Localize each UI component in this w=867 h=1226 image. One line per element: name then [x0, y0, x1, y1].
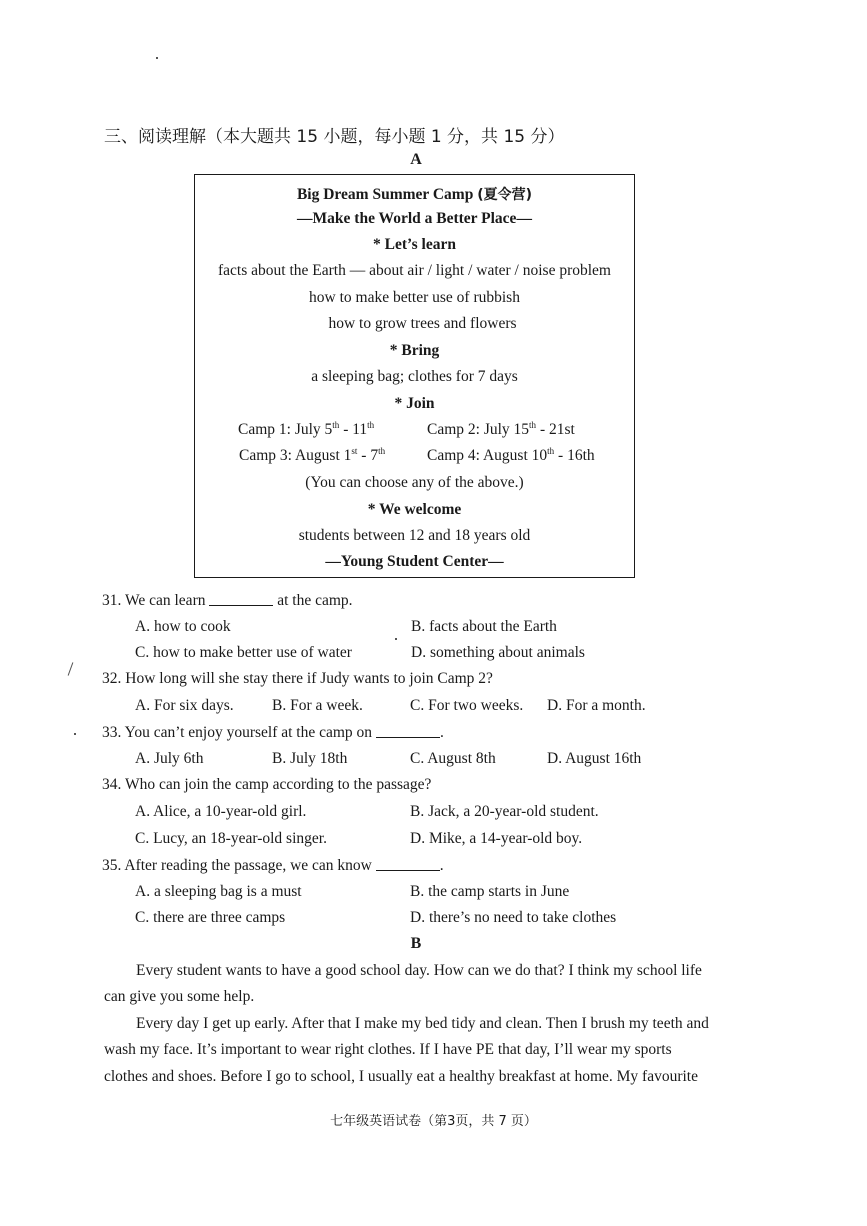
date-suffix: th	[332, 420, 340, 430]
option-d: D. For a month.	[547, 697, 646, 714]
passage-b-line: clothes and shoes. Before I go to school, I usually eat a healthy breakfast at home. My favourite	[104, 1068, 698, 1085]
question-33	[102, 723, 444, 742]
answer-blank	[376, 856, 440, 871]
question-34: 34. Who can join the camp according to the passage?	[102, 776, 432, 793]
camp-date-text: - 11	[339, 421, 368, 438]
camp-date-text: Camp 2: July 15	[427, 421, 530, 438]
question-stem: 31. We can learn	[102, 592, 210, 609]
camp-title-zh: (夏令营)	[477, 187, 533, 203]
learn-item: facts about the Earth — about air / light / water / noise problem	[218, 262, 611, 279]
join-heading: * Join	[394, 395, 435, 412]
camp-title	[195, 184, 634, 204]
camp-4-dates	[427, 447, 595, 465]
option-b: B. July 18th	[272, 750, 348, 767]
scan-speck	[156, 57, 158, 59]
option-d: D. something about animals	[411, 644, 585, 661]
camp-notice-box	[194, 174, 635, 578]
scan-speck	[74, 733, 76, 735]
bring-heading: * Bring	[389, 342, 440, 359]
option-a: A. a sleeping bag is a must	[135, 883, 302, 900]
question-stem: .	[439, 724, 444, 741]
passage-b-line: can give you some help.	[104, 988, 255, 1005]
camp-date-text: Camp 4: August 10	[427, 447, 548, 464]
option-b: B. For a week.	[272, 697, 363, 714]
option-a: A. Alice, a 10-year-old girl.	[135, 803, 307, 820]
choose-note: (You can choose any of the above.)	[305, 474, 524, 491]
option-d: D. Mike, a 14-year-old boy.	[410, 830, 583, 847]
option-b: B. facts about the Earth	[411, 618, 557, 635]
date-suffix: th	[529, 420, 537, 430]
option-a: A. July 6th	[135, 750, 204, 767]
option-c: C. there are three camps	[135, 909, 286, 926]
page-footer: 七年级英语试卷（第3页，共 7 页）	[330, 1114, 537, 1129]
option-c: C. how to make better use of water	[135, 644, 352, 661]
option-c: C. Lucy, an 18-year-old singer.	[135, 830, 327, 847]
scan-mark	[68, 662, 74, 675]
question-32: 32. How long will she stay there if Judy wants to join Camp 2?	[102, 670, 493, 687]
camp-3-dates	[239, 447, 385, 465]
camp-date-text: Camp 1: July 5	[238, 421, 333, 438]
welcome-heading: * We welcome	[367, 501, 462, 518]
learn-item: how to grow trees and flowers	[328, 315, 517, 332]
question-stem: at the camp.	[273, 592, 353, 609]
camp-date-text: Camp 3: August 1	[239, 447, 352, 464]
passage-b-label: B	[410, 935, 422, 952]
bring-text: a sleeping bag; clothes for 7 days	[311, 368, 518, 385]
answer-blank	[376, 723, 440, 738]
option-b: B. Jack, a 20-year-old student.	[410, 803, 599, 820]
option-a: A. how to cook	[135, 618, 231, 635]
camp-date-text: - 7	[357, 447, 379, 464]
passage-b-line: Every student wants to have a good school day. How can we do that? I think my school life	[136, 962, 702, 979]
passage-b-line: Every day I get up early. After that I make my bed tidy and clean. Then I brush my teeth and	[136, 1015, 709, 1032]
date-suffix: th	[378, 446, 386, 456]
question-stem: .	[439, 857, 444, 874]
section-title: 三、阅读理解（本大题共 15 小题，每小题 1 分，共 15 分）	[104, 127, 565, 147]
camp-subtitle: —Make the World a Better Place—	[297, 210, 532, 227]
question-31	[102, 591, 353, 610]
learn-item: how to make better use of rubbish	[309, 289, 520, 306]
date-suffix: st	[351, 446, 358, 456]
camp-2-dates	[427, 421, 575, 439]
scan-speck	[395, 638, 397, 640]
option-d: D. there’s no need to take clothes	[410, 909, 617, 926]
camp-1-dates	[238, 421, 374, 439]
option-b: B. the camp starts in June	[410, 883, 570, 900]
option-c: C. For two weeks.	[410, 697, 524, 714]
date-suffix: th	[367, 420, 375, 430]
camp-date-text: - 21st	[536, 421, 575, 438]
option-a: A. For six days.	[135, 697, 234, 714]
question-stem: 33. You can’t enjoy yourself at the camp on	[102, 724, 376, 741]
answer-blank	[209, 591, 273, 606]
question-35	[102, 856, 444, 875]
date-suffix: th	[547, 446, 555, 456]
option-d: D. August 16th	[547, 750, 642, 767]
signature: —Young Student Center—	[325, 553, 504, 570]
welcome-text: students between 12 and 18 years old	[298, 527, 531, 544]
camp-title-text: Big Dream Summer Camp	[296, 186, 478, 203]
question-stem: 35. After reading the passage, we can know	[102, 857, 376, 874]
passage-a-label: A	[410, 151, 422, 168]
camp-date-text: - 16th	[554, 447, 595, 464]
learn-heading: * Let’s learn	[373, 236, 456, 253]
passage-b-line: wash my face. It’s important to wear right clothes. If I have PE that day, I’ll wear my sports	[104, 1041, 672, 1058]
option-c: C. August 8th	[410, 750, 496, 767]
